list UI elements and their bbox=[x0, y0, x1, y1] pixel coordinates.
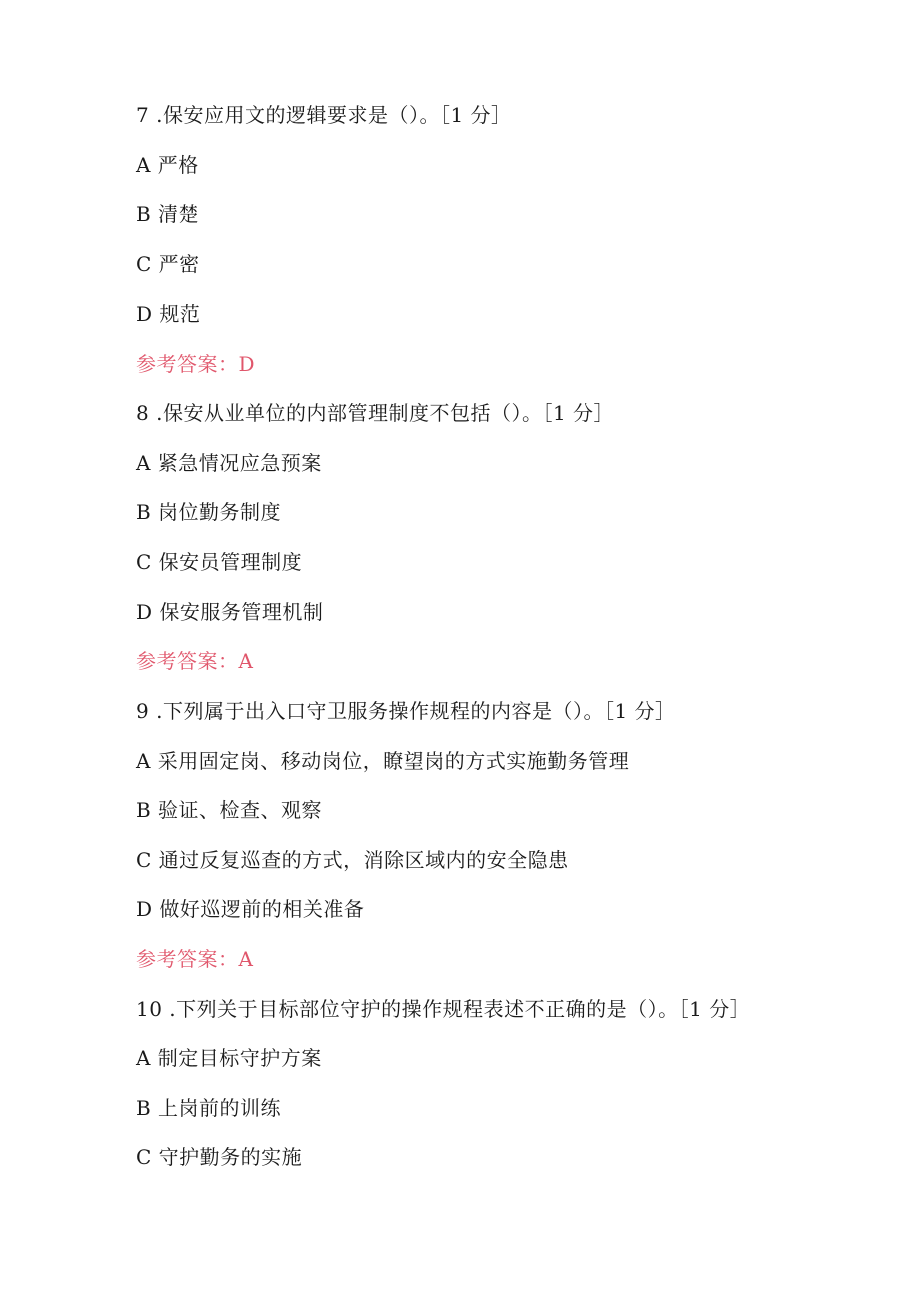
question-10-option-b: B 上岗前的训练 bbox=[136, 1096, 282, 1120]
question-8-option-c: C 保安员管理制度 bbox=[136, 550, 303, 574]
question-7-answer: 参考答案：D bbox=[136, 352, 256, 376]
question-7-option-c: C 严密 bbox=[136, 252, 200, 276]
question-9-stem: 9 .下列属于出入口守卫服务操作规程的内容是（）。［1 分］ bbox=[136, 699, 676, 723]
question-9-option-c: C 通过反复巡查的方式，消除区域内的安全隐患 bbox=[136, 848, 569, 872]
question-7-option-a: A 严格 bbox=[136, 153, 199, 177]
question-8-answer: 参考答案：A bbox=[136, 649, 254, 673]
question-10-stem: 10 .下列关于目标部位守护的操作规程表述不正确的是（）。［1 分］ bbox=[136, 997, 751, 1021]
question-9-option-d: D 做好巡逻前的相关准备 bbox=[136, 897, 365, 921]
question-8-option-d: D 保安服务管理机制 bbox=[136, 600, 324, 624]
question-10-option-a: A 制定目标守护方案 bbox=[136, 1046, 322, 1070]
question-7-option-d: D 规范 bbox=[136, 302, 201, 326]
question-8-stem: 8 .保安从业单位的内部管理制度不包括（）。［1 分］ bbox=[136, 401, 615, 425]
question-10-option-c: C 守护勤务的实施 bbox=[136, 1145, 303, 1169]
question-7-option-b: B 清楚 bbox=[136, 202, 200, 226]
question-8-option-a: A 紧急情况应急预案 bbox=[136, 451, 322, 475]
question-9-option-a: A 采用固定岗、移动岗位，瞭望岗的方式实施勤务管理 bbox=[136, 749, 630, 773]
question-7-stem: 7 .保安应用文的逻辑要求是（）。［1 分］ bbox=[136, 103, 512, 127]
question-9-option-b: B 验证、检查、观察 bbox=[136, 798, 323, 822]
question-9-answer: 参考答案：A bbox=[136, 947, 254, 971]
question-8-option-b: B 岗位勤务制度 bbox=[136, 500, 282, 524]
